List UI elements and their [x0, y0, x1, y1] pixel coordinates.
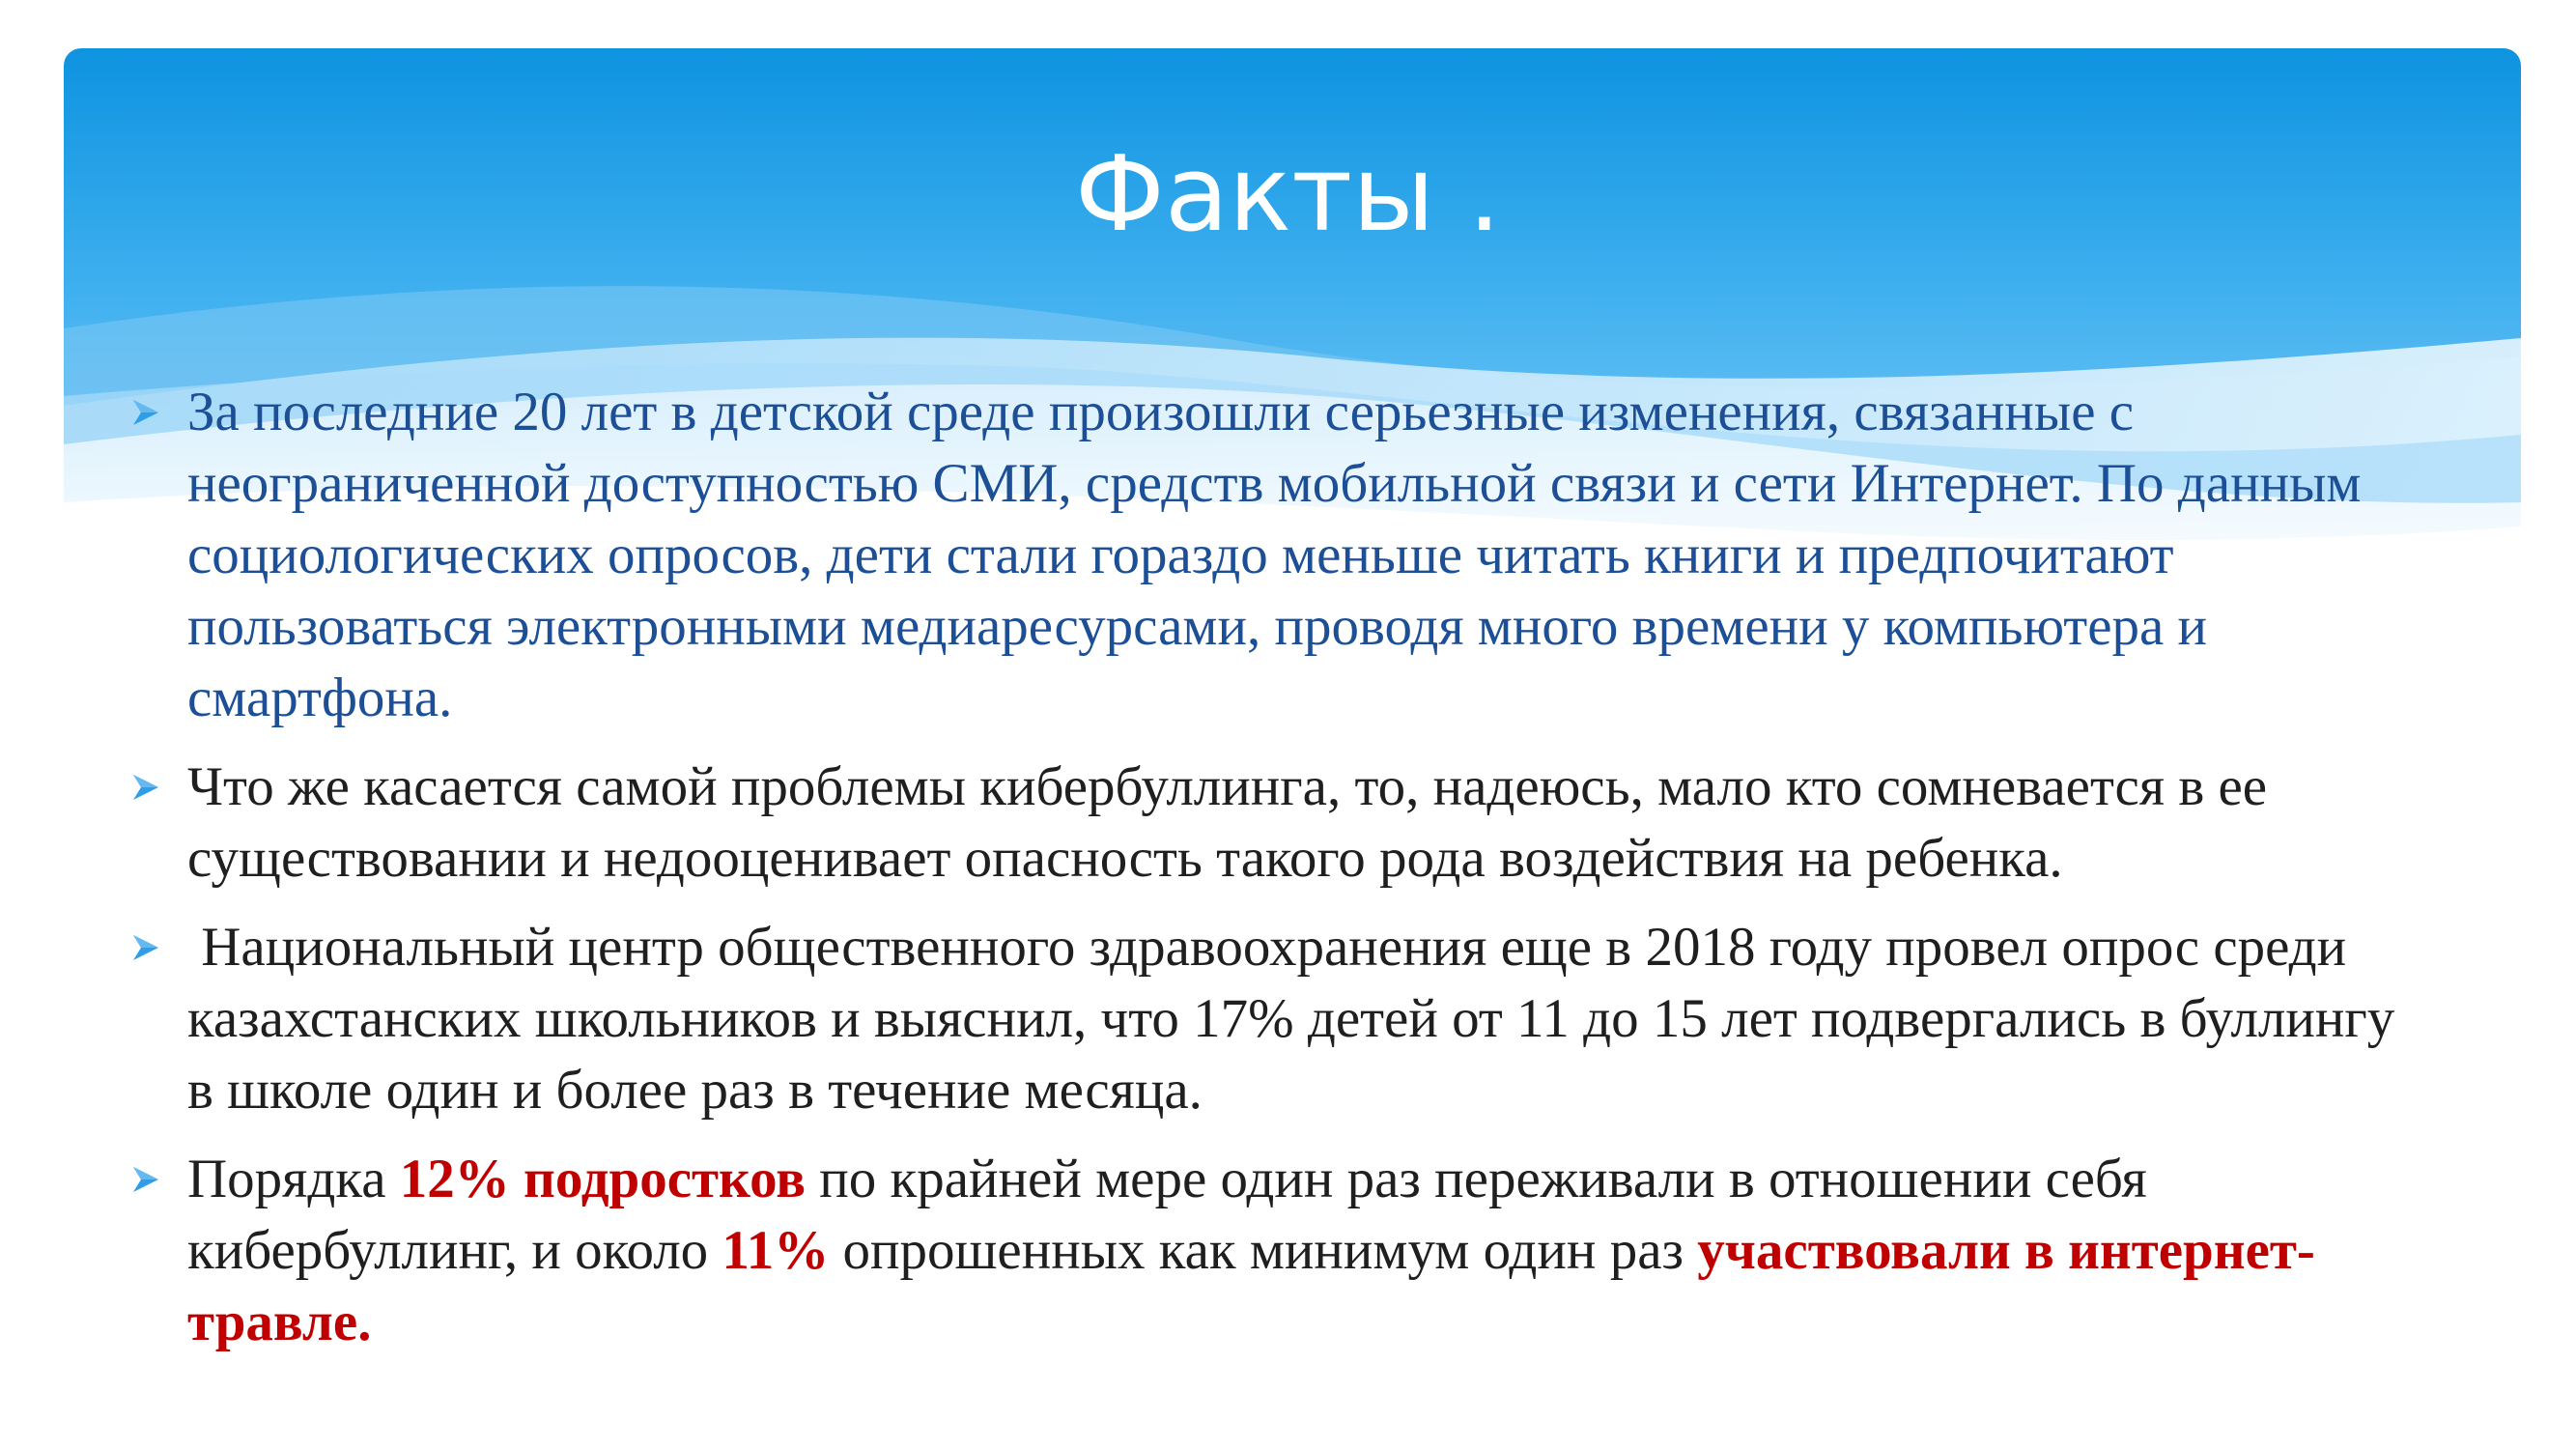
arrow-bullet-icon	[129, 771, 162, 804]
list-item-text: Национальный центр общественного здравоохранения еще в 2018 году провел опрос среди казахстанских школьников и выяснил, что 17% детей от 11 до 15 лет подвергались в буллингу в школе один и более раз в течение месяца.	[187, 917, 2409, 1121]
highlight-percent-surveyed: 11%	[722, 1220, 830, 1281]
list-item-text-part: опрошенных как минимум один раз	[829, 1220, 1698, 1281]
list-item	[129, 912, 2428, 1126]
list-item-text: За последние 20 лет в детской среде произошли серьезные изменения, связанные с неограниченной доступностью СМИ, средств мобильной связи и сети Интернет. По данным социологических опросов, дети стали гораздо меньше читать книги и предпочитают пользоваться электронными медиаресурсами, проводя много времени у компьютера и смартфона.	[187, 382, 2362, 728]
list-item	[129, 377, 2428, 734]
arrow-bullet-icon	[129, 396, 162, 429]
bullet-list	[129, 377, 2428, 1376]
list-item-text-part: по крайней мере один раз переживали в отношении себя кибербуллинг, и около	[187, 1149, 2147, 1281]
list-item	[129, 1144, 2428, 1358]
slide-title: Факты .	[1074, 134, 1502, 255]
highlight-internet-harassment: участвовали в интернет-травле.	[187, 1220, 2315, 1352]
list-item-text-part: Порядка	[187, 1149, 400, 1209]
highlight-percent-teens: 12% подростков	[399, 1149, 807, 1209]
arrow-bullet-icon	[129, 1163, 162, 1196]
arrow-bullet-icon	[129, 931, 162, 964]
list-item-text: Что же касается самой проблемы кибербуллинга, то, надеюсь, мало кто сомневается в ее существовании и недооценивает опасность такого рода воздействия на ребенка.	[187, 756, 2268, 889]
list-item	[129, 752, 2428, 895]
